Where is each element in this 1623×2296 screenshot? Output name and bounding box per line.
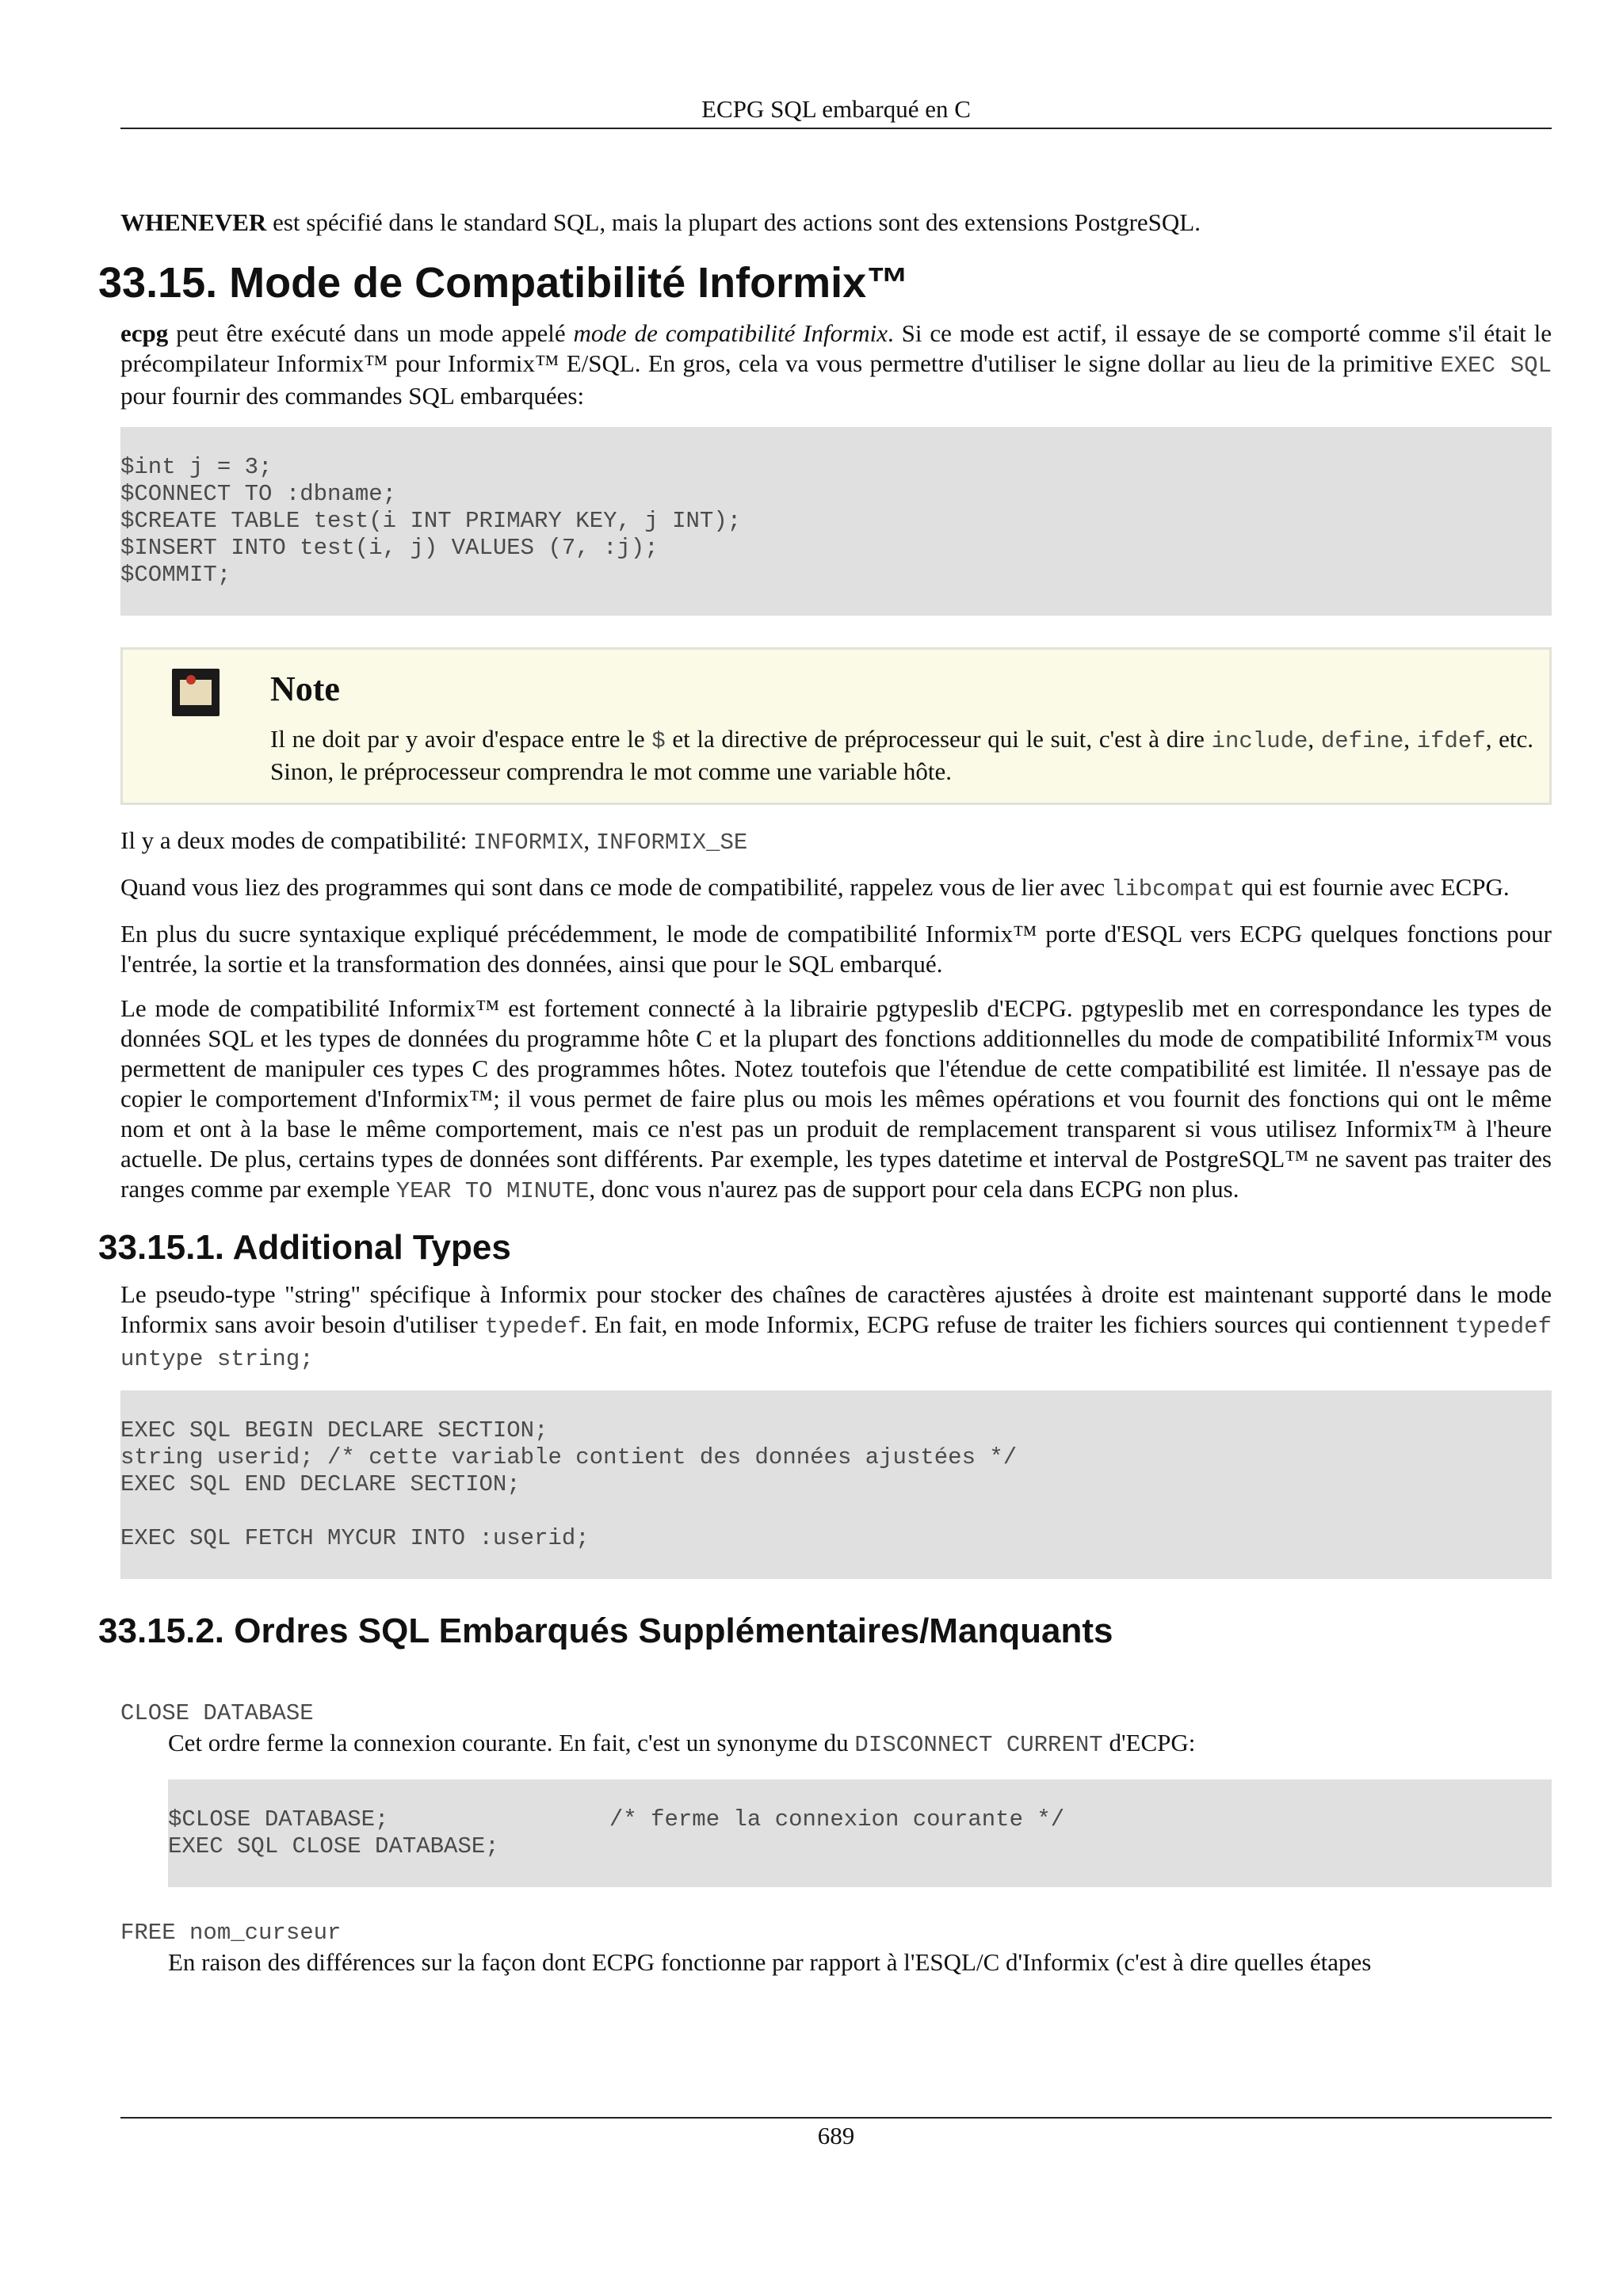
- paragraph-pgtypeslib: Le mode de compatibilité Informix™ est fortement connecté à la librairie pgtypeslib d'ECPG. pgtypeslib met en correspondance les types de données SQL et les types de données du programme hôte C et la plupart des fonctions additionnelles du mode de compatibilité Informix™ vous permettent de manipuler ces types C des programmes hôtes. Notez toutefois que l'étendue de cette compatibilité est limitée. Il n'essaye pas de copier le comportement d'Informix™; il vous permet de faire plus ou mois les mêmes opérations et vou fournit des fonctions qui ont le même nom et ont à la base le même comportement, mais ce n'est pas un produit de remplacement transparent si vous utilisez Informix™ à l'heure actuelle. De plus, certains types de données sont différents. Par exemple, les types datetime et interval de PostgreSQL™ ne savent pas traiter des ranges comme par exemple YEAR TO MINUTE, donc vous n'aurez pas de support pour cela dans ECPG non plus.: [120, 994, 1552, 1204]
- paragraph-string-type: Le pseudo-type "string" spécifique à Informix pour stocker des chaînes de caractères ajustées à droite est maintenant supporté dans le mode Informix sans avoir besoin d'utiliser typedef. En fait, en mode Informix, ECPG refuse de traiter les fichiers sources qui contiennent typedef untype string;: [120, 1280, 1552, 1372]
- paragraph-modes: Il y a deux modes de compatibilité: INFORMIX, INFORMIX_SE: [120, 826, 748, 856]
- paragraph-linking: Quand vous liez des programmes qui sont dans ce mode de compatibilité, rappelez vous de lier avec libcompat qui est fournie avec ECPG.: [120, 873, 1510, 902]
- page-number: 689: [817, 2122, 855, 2149]
- code-block-dollar-syntax: $int j = 3; $CONNECT TO :dbname; $CREATE TABLE test(i INT PRIMARY KEY, j INT); $INSERT INTO test(i, j) VALUES (7, :j); $COMMIT;: [120, 427, 1552, 616]
- note-title: Note: [270, 669, 340, 708]
- note-box: [120, 647, 1552, 805]
- whenever-keyword: WHENEVER: [120, 208, 267, 236]
- note-text: Il ne doit par y avoir d'espace entre le $ et la directive de préprocesseur qui le suit, c'est à dire include, define, ifdef, etc. Sinon, le préprocesseur comprendra le mot comme une variable hôte.: [270, 725, 1533, 785]
- code-block-string-type: EXEC SQL BEGIN DECLARE SECTION; string userid; /* cette variable contient des données ajustées */ EXEC SQL END DECLARE SECTION; EXEC SQL FETCH MYCUR INTO :userid;: [120, 1390, 1552, 1579]
- paragraph-ecpg-mode: ecpg peut être exécuté dans un mode appelé mode de compatibilité Informix. Si ce mode est actif, il essaye de se comporté comme s'il était le précompilateur Informix™ pour Informix™ E/SQL. En gros, cela va vous permettre d'utiliser le signe dollar au lieu de la primitive EXEC SQL pour fournir des commandes SQL embarquées:: [120, 319, 1552, 410]
- subsection-title-additional-types: 33.15.1. Additional Types: [98, 1228, 511, 1267]
- term-close-database: CLOSE DATABASE: [120, 1700, 314, 1726]
- definition-free-cursor: En raison des différences sur la façon dont ECPG fonctionne par rapport à l'ESQL/C d'Informix (c'est à dire quelles étapes: [168, 1948, 1372, 1976]
- note-icon: [172, 669, 220, 716]
- footer-rule: [120, 2117, 1552, 2119]
- header-rule: [120, 128, 1552, 129]
- intro-paragraph: WHENEVER est spécifié dans le standard SQL, mais la plupart des actions sont des extensions PostgreSQL.: [120, 208, 1201, 236]
- section-title: 33.15. Mode de Compatibilité Informix™: [98, 259, 910, 307]
- paragraph-syntax-sugar: En plus du sucre syntaxique expliqué précédemment, le mode de compatibilité Informix™ porte d'ESQL vers ECPG quelques fonctions pour l'entrée, la sortie et la transformation des données, ainsi que pour le SQL embarqué.: [120, 920, 1552, 978]
- code-block-close-database: $CLOSE DATABASE; /* ferme la connexion courante */ EXEC SQL CLOSE DATABASE;: [168, 1779, 1552, 1887]
- definition-close-database: Cet ordre ferme la connexion courante. En fait, c'est un synonyme du DISCONNECT CURRENT d'ECPG: $CLOSE DATABASE; /* ferme la connexion courante */ EXEC SQL CLOSE DATABASE;: [168, 1728, 1552, 1887]
- term-free-cursor: FREE nom_curseur: [120, 1920, 342, 1946]
- page-content: [98, 208, 1552, 1978]
- subsection-title-embedded-statements: 33.15.2. Ordres SQL Embarqués Supplémentaires/Manquants: [98, 1611, 1113, 1650]
- statement-list: [120, 1699, 1552, 1978]
- running-header: ECPG SQL embarqué en C: [701, 95, 971, 123]
